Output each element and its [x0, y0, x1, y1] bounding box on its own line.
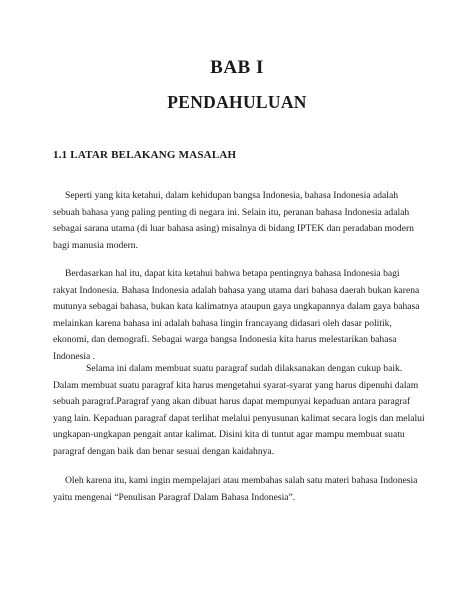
paragraph-2: [53, 266, 433, 365]
paragraph-line: mutunya sebagai bahasa, bukan kata kalimatnya ataupun gaya ungkapannya dalam gaya bahasa: [53, 301, 420, 312]
paragraph-line: ekonomi, dan demografi. Sebagai warga bangsa Indonesia kita harus melestarikan bahasa: [53, 334, 397, 345]
paragraph-4: [53, 473, 433, 506]
paragraph-line: sebagai sarana utama (di luar bahasa asing) misalnya di bidang IPTEK dan peradaban modern: [53, 223, 414, 234]
paragraph-line: paragraf dengan baik dan benar sesuai dengan kaidahnya.: [53, 445, 275, 457]
paragraph-line: bagi manusia modern.: [53, 239, 138, 251]
paragraph-line: yaitu mengenai “Penulisan Paragraf Dalam Bahasa Indonesia”.: [53, 491, 296, 503]
paragraph-line: sebuah paragraf.Paragraf yang akan dibuat harus dapat mempunyai kepaduan antara paragraf: [53, 396, 411, 407]
paragraph-line: Oleh karena itu, kami ingin mempelajari atau membahas salah satu materi bahasa Indonesia: [65, 475, 418, 486]
paragraph-line: Seperti yang kita ketahui, dalam kehidupan bangsa Indonesia, bahasa Indonesia adalah: [65, 190, 399, 201]
paragraph-line: Indonesia .: [53, 350, 96, 362]
paragraph-1: [53, 188, 433, 254]
paragraph-line: yang lain. Kepaduan paragraf dapat terlihat melalui penyusunan kalimat secara logis dan melalui: [53, 412, 425, 424]
paragraph-line: Selama ini dalam membuat suatu paragraf sudah dilaksanakan dengan cukup baik.: [86, 363, 403, 374]
paragraph-line: ungkapan-ungkapan pengait antar kalimat. Disini kita di tuntut agar mampu membuat suatu: [53, 429, 405, 440]
section-heading: 1.1 LATAR BELAKANG MASALAH: [53, 149, 237, 161]
chapter-title: PENDAHULUAN: [167, 92, 307, 112]
paragraph-line: Dalam membuat suatu paragraf kita harus mengetahui syarat-syarat yang harus dipenuhi dalam: [53, 379, 419, 391]
paragraph-line: melainkan karena bahasa ini adalah bahasa lingin francayang didasari oleh dasar politik,: [53, 317, 392, 329]
chapter-number: BAB I: [210, 57, 264, 78]
paragraph-line: sebuah bahasa yang paling penting di negara ini. Selain itu, peranan bahasa Indonesia adalah: [53, 206, 410, 218]
paragraph-line: rakyat Indonesia. Bahasa Indonesia adalah bahasa yang utama dari bahasa daerah bukan karena: [53, 284, 420, 296]
paragraph-line: Berdasarkan hal itu, dapat kita ketahui bahwa betapa pentingnya bahasa Indonesia bagi: [65, 268, 400, 279]
paragraph-3: [53, 361, 433, 460]
